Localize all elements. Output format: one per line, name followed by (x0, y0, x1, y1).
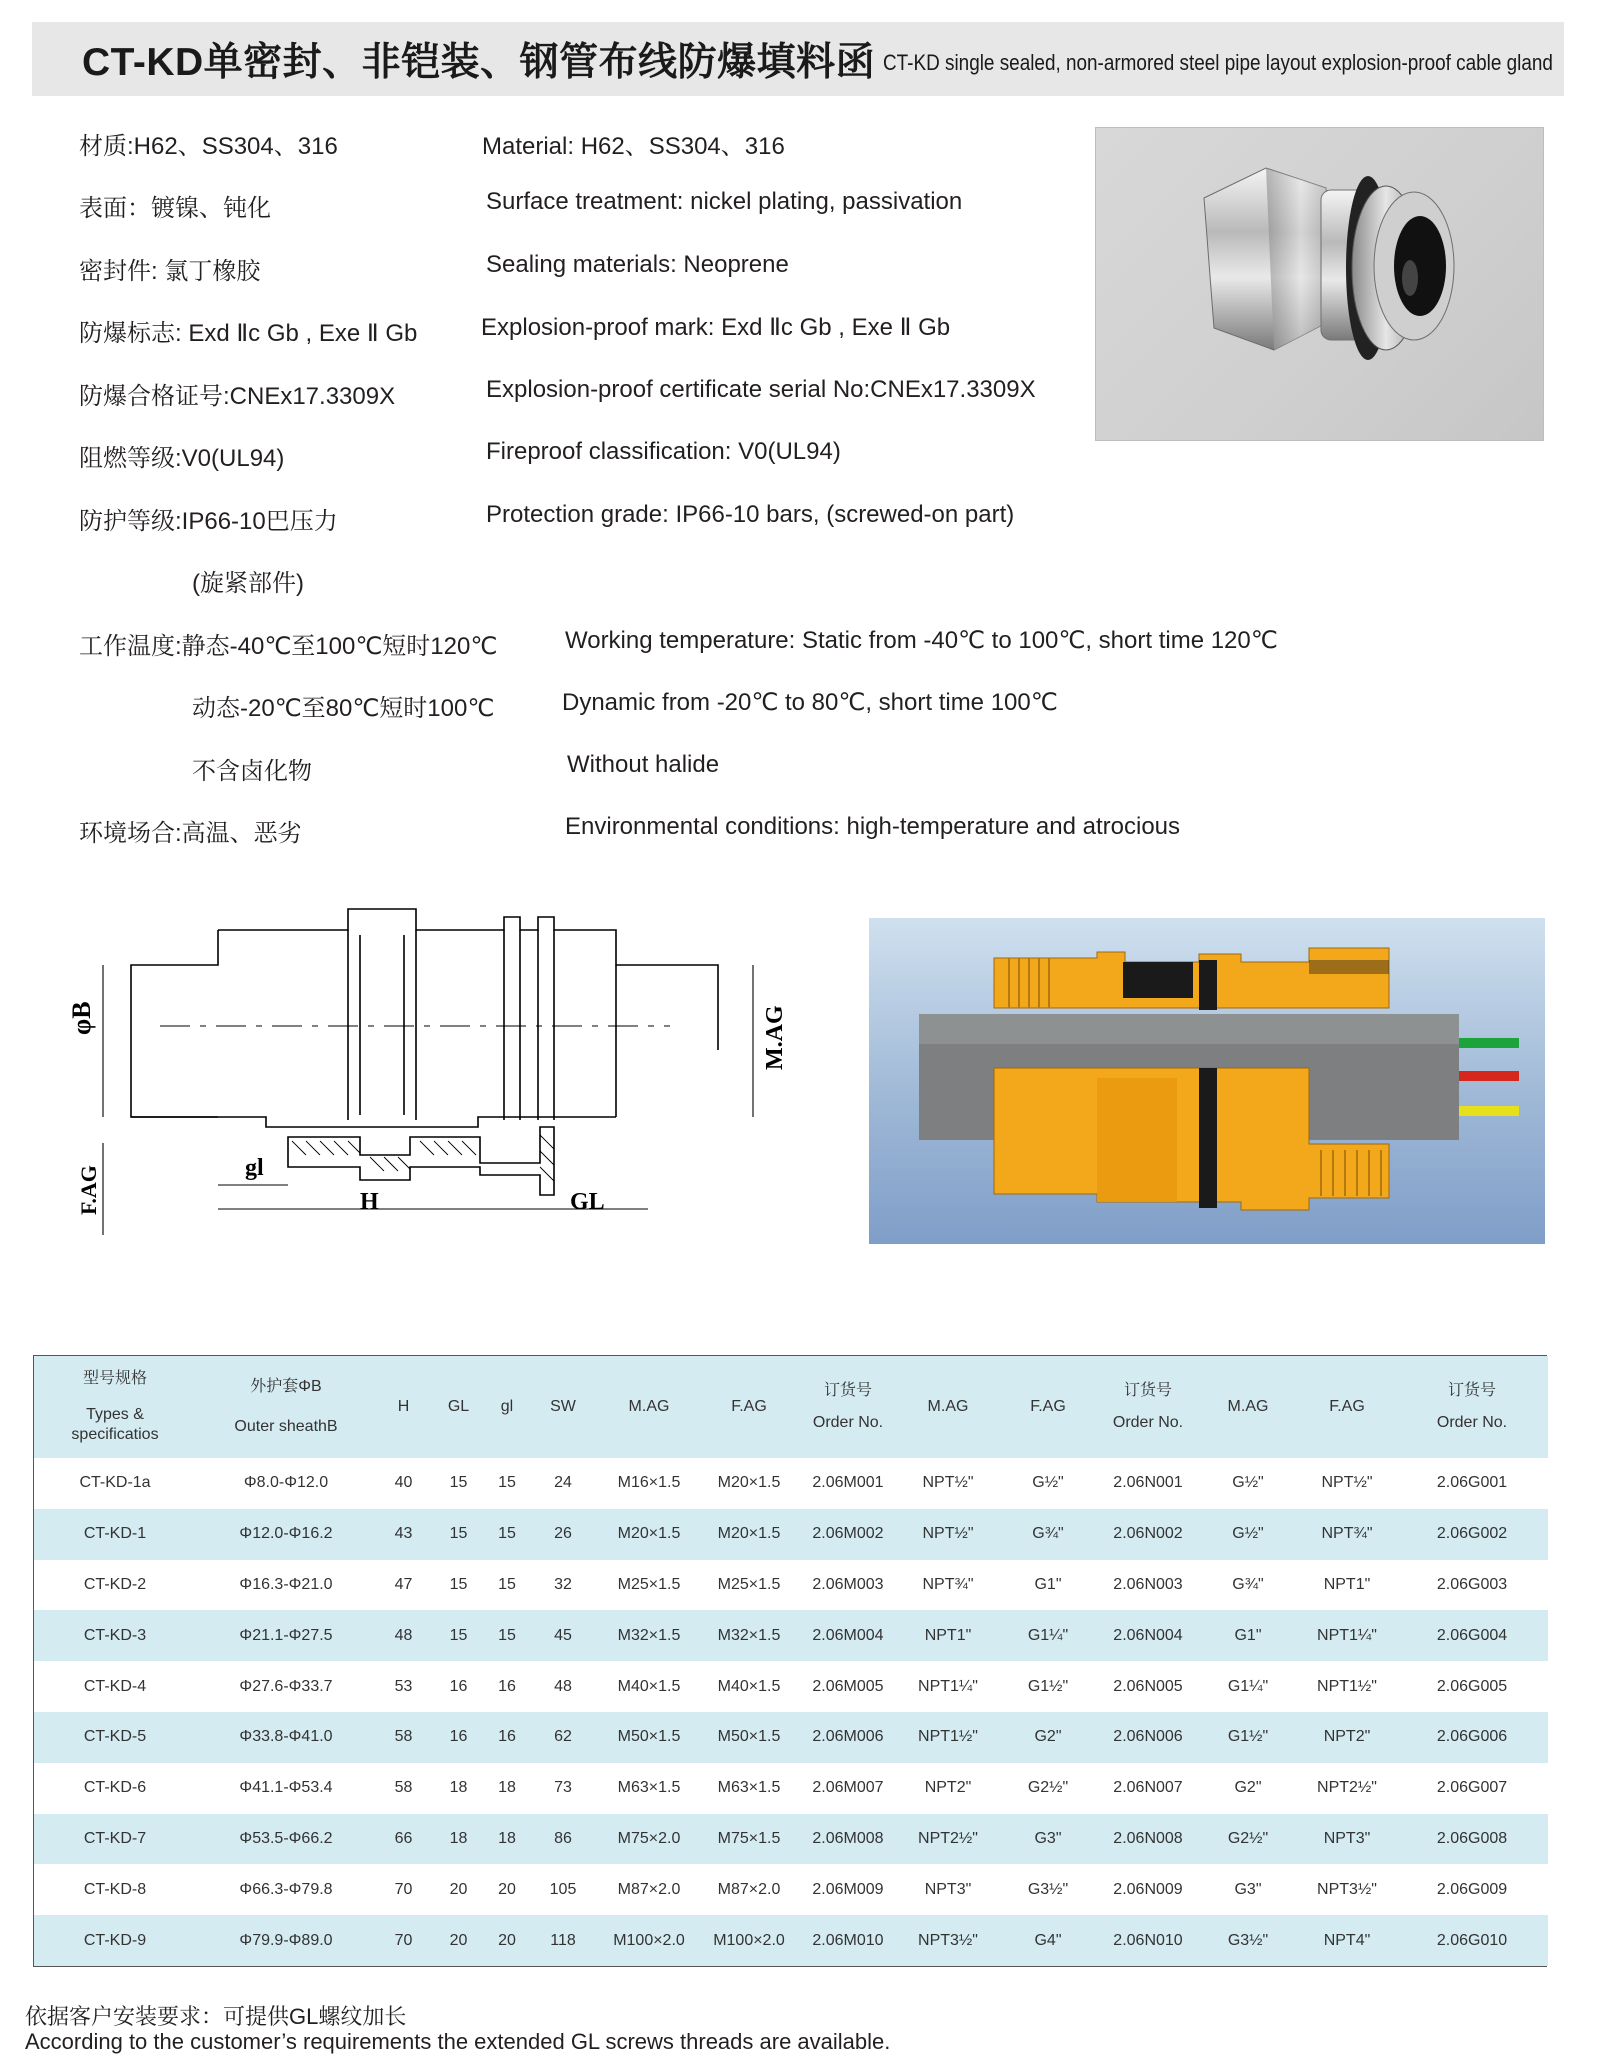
table-cell: 15 (486, 1509, 528, 1560)
table-row (34, 1763, 1548, 1814)
table-cell: NPT¾" (898, 1560, 998, 1611)
table-cell: NPT3½" (1298, 1864, 1396, 1915)
table-cell: G1" (1198, 1610, 1298, 1661)
spec-environment-en: Environmental conditions: high-temperature and atrocious (565, 813, 1181, 840)
table-cell: 2.06N006 (1098, 1712, 1198, 1763)
table-cell: G3½" (1198, 1915, 1298, 1966)
table-cell: G3" (1198, 1864, 1298, 1915)
table-cell: NPT3" (1298, 1814, 1396, 1865)
spec-seal-en: Sealing materials: Neoprene (486, 251, 789, 278)
table-cell: M40×1.5 (700, 1661, 798, 1712)
table-cell: 2.06N008 (1098, 1814, 1198, 1865)
table-cell: NPT½" (898, 1458, 998, 1509)
title-bar (32, 22, 1564, 96)
spec-cert-en: Explosion-proof certificate serial No:CNEx17.3309X (486, 376, 1036, 403)
table-row (34, 1509, 1548, 1560)
table-cell: G¾" (1198, 1560, 1298, 1611)
label-phi-b: φB (67, 1001, 96, 1035)
table-cell: 2.06M005 (798, 1661, 898, 1712)
table-cell: 20 (486, 1864, 528, 1915)
cutaway-illustration (869, 918, 1545, 1244)
label-gl-small: gl (245, 1155, 264, 1181)
table-cell: 16 (431, 1712, 486, 1763)
table-cell: 70 (376, 1864, 431, 1915)
table-cell: M63×1.5 (598, 1763, 700, 1814)
spec-dynamic-cn: 动态-20℃至80℃短时100℃ (192, 695, 495, 722)
table-cell: G2" (1198, 1763, 1298, 1814)
table-cell: 58 (376, 1763, 431, 1814)
table-cell: M63×1.5 (700, 1763, 798, 1814)
table-row (34, 1560, 1548, 1611)
table-cell: M100×2.0 (598, 1915, 700, 1966)
table-cell: NPT½" (1298, 1458, 1396, 1509)
table-cell: 2.06M007 (798, 1763, 898, 1814)
table-cell: Φ66.3-Φ79.8 (196, 1864, 376, 1915)
spec-table-wrap (33, 1355, 1547, 1967)
header-mag-1: M.AG (598, 1356, 700, 1458)
table-cell: CT-KD-4 (34, 1661, 196, 1712)
header-fag-1: F.AG (700, 1356, 798, 1458)
table-cell: 2.06N005 (1098, 1661, 1198, 1712)
spec-halide-en: Without halide (567, 751, 720, 778)
table-cell: 2.06G003 (1396, 1560, 1548, 1611)
table-cell: 15 (431, 1509, 486, 1560)
table-cell: 16 (486, 1712, 528, 1763)
table-cell: 58 (376, 1712, 431, 1763)
header-GL: GL (431, 1356, 486, 1458)
table-cell: Φ33.8-Φ41.0 (196, 1712, 376, 1763)
table-cell: 105 (528, 1864, 598, 1915)
label-gl: GL (570, 1189, 605, 1215)
table-cell: NPT1" (1298, 1560, 1396, 1611)
table-cell: M50×1.5 (598, 1712, 700, 1763)
table-cell: 15 (431, 1560, 486, 1611)
table-cell: 2.06G006 (1396, 1712, 1548, 1763)
table-row (34, 1610, 1548, 1661)
table-cell: 15 (486, 1610, 528, 1661)
table-cell: Φ79.9-Φ89.0 (196, 1915, 376, 1966)
header-order-2: 订货号 Order No. (1098, 1356, 1198, 1458)
table-cell: 20 (431, 1915, 486, 1966)
header-outer-sheath: 外护套ΦB Outer sheathB (196, 1356, 376, 1458)
table-row (34, 1864, 1548, 1915)
table-cell: G3½" (998, 1864, 1098, 1915)
table-cell: 45 (528, 1610, 598, 1661)
table-cell: NPT3½" (898, 1915, 998, 1966)
spec-seal-cn: 密封件: 氯丁橡胶 (79, 258, 261, 285)
table-cell: G¾" (998, 1509, 1098, 1560)
table-cell: 43 (376, 1509, 431, 1560)
spec-surface-en: Surface treatment: nickel plating, passivation (486, 188, 963, 215)
table-cell: M20×1.5 (700, 1458, 798, 1509)
table-cell: 62 (528, 1712, 598, 1763)
table-cell: 18 (486, 1763, 528, 1814)
table-cell: 2.06M001 (798, 1458, 898, 1509)
table-cell: 2.06G007 (1396, 1763, 1548, 1814)
table-cell: G1½" (998, 1661, 1098, 1712)
cutaway-render (869, 918, 1545, 1244)
footer-note-cn: 依据客户安装要求：可提供GL螺纹加长 (25, 2004, 407, 2029)
table-cell: 2.06G005 (1396, 1661, 1548, 1712)
spec-cert-cn: 防爆合格证号:CNEx17.3309X (79, 383, 396, 410)
footer-note-en: According to the customer’s requirements the extended GL screws threads are available. (25, 2029, 891, 2054)
table-cell: 2.06M002 (798, 1509, 898, 1560)
table-cell: CT-KD-2 (34, 1560, 196, 1611)
table-cell: CT-KD-8 (34, 1864, 196, 1915)
spec-exmark-en: Explosion-proof mark: Exd Ⅱc Gb , Exe Ⅱ Gb (481, 314, 951, 341)
table-cell: G1¼" (1198, 1661, 1298, 1712)
table-cell: NPT1¼" (898, 1661, 998, 1712)
table-cell: 15 (431, 1610, 486, 1661)
spec-material-cn: 材质:H62、SS304、316 (79, 133, 338, 160)
table-cell: M75×1.5 (700, 1814, 798, 1865)
table-cell: 2.06N004 (1098, 1610, 1198, 1661)
table-cell: CT-KD-6 (34, 1763, 196, 1814)
spec-temp-en: Working temperature: Static from -40℃ to 100℃, short time 120℃ (565, 627, 1278, 654)
table-cell: G½" (1198, 1458, 1298, 1509)
table-cell: 18 (431, 1814, 486, 1865)
table-cell: 18 (431, 1763, 486, 1814)
table-cell: 18 (486, 1814, 528, 1865)
table-cell: G½" (998, 1458, 1098, 1509)
header-mag-3: M.AG (1198, 1356, 1298, 1458)
page-title-cn: CT-KD单密封、非铠装、钢管布线防爆填料函 (82, 41, 876, 84)
table-cell: 2.06G004 (1396, 1610, 1548, 1661)
label-h: H (360, 1189, 379, 1215)
spec-protection-note-cn: (旋紧部件) (192, 570, 304, 597)
table-cell: 2.06G002 (1396, 1509, 1548, 1560)
header-types: 型号规格 Types & specificatios (34, 1356, 196, 1458)
table-cell: M40×1.5 (598, 1661, 700, 1712)
table-cell: 2.06M009 (798, 1864, 898, 1915)
label-mag: M.AG (762, 1005, 788, 1070)
header-mag-2: M.AG (898, 1356, 998, 1458)
table-cell: 47 (376, 1560, 431, 1611)
table-cell: G1½" (1198, 1712, 1298, 1763)
table-cell: G½" (1198, 1509, 1298, 1560)
table-row (34, 1814, 1548, 1865)
table-cell: 70 (376, 1915, 431, 1966)
spec-protection-cn: 防护等级:IP66-10巴压力 (79, 508, 338, 535)
table-cell: M20×1.5 (598, 1509, 700, 1560)
table-cell: G1" (998, 1560, 1098, 1611)
table-row (34, 1661, 1548, 1712)
table-cell: 2.06M008 (798, 1814, 898, 1865)
table-cell: Φ21.1-Φ27.5 (196, 1610, 376, 1661)
table-cell: CT-KD-3 (34, 1610, 196, 1661)
table-cell: 53 (376, 1661, 431, 1712)
table-cell: 2.06N003 (1098, 1560, 1198, 1611)
table-cell: M75×2.0 (598, 1814, 700, 1865)
table-cell: CT-KD-1a (34, 1458, 196, 1509)
label-fag: F.AG (76, 1165, 101, 1215)
spec-environment-cn: 环境场合:高温、恶劣 (79, 820, 302, 847)
table-cell: G1¼" (998, 1610, 1098, 1661)
table-row (34, 1915, 1548, 1966)
table-cell: CT-KD-1 (34, 1509, 196, 1560)
spec-halide-cn: 不含卤化物 (192, 758, 312, 785)
table-cell: Φ12.0-Φ16.2 (196, 1509, 376, 1560)
table-cell: G2½" (998, 1763, 1098, 1814)
table-cell: NPT2½" (1298, 1763, 1396, 1814)
table-cell: NPT2½" (898, 1814, 998, 1865)
cable-gland-photo-illustration (1096, 128, 1545, 442)
spec-table-body (34, 1458, 1548, 1966)
page-title-en: CT-KD single sealed, non-armored steel pipe layout explosion-proof cable gland (883, 50, 1554, 75)
spec-dynamic-en: Dynamic from -20℃ to 80℃, short time 100℃ (562, 689, 1058, 716)
table-cell: CT-KD-7 (34, 1814, 196, 1865)
table-cell: G2" (998, 1712, 1098, 1763)
table-cell: NPT¾" (1298, 1509, 1396, 1560)
table-cell: 2.06M006 (798, 1712, 898, 1763)
table-cell: G3" (998, 1814, 1098, 1865)
table-cell: M100×2.0 (700, 1915, 798, 1966)
table-cell: 48 (528, 1661, 598, 1712)
table-row (34, 1712, 1548, 1763)
table-cell: 2.06M003 (798, 1560, 898, 1611)
table-cell: 73 (528, 1763, 598, 1814)
table-cell: M20×1.5 (700, 1509, 798, 1560)
table-cell: 24 (528, 1458, 598, 1509)
table-cell: M87×2.0 (598, 1864, 700, 1915)
table-header-row (34, 1356, 1548, 1458)
table-cell: 15 (431, 1458, 486, 1509)
table-cell: Φ27.6-Φ33.7 (196, 1661, 376, 1712)
dimension-drawing (67, 905, 830, 1265)
table-cell: 2.06N010 (1098, 1915, 1198, 1966)
table-cell: 40 (376, 1458, 431, 1509)
spec-protection-en: Protection grade: IP66-10 bars, (screwed-on part) (486, 501, 1015, 528)
table-cell: G4" (998, 1915, 1098, 1966)
table-cell: 2.06M004 (798, 1610, 898, 1661)
spec-temp-cn: 工作温度:静态-40℃至100℃短时120℃ (79, 633, 498, 660)
header-gl: gl (486, 1356, 528, 1458)
table-cell: 20 (486, 1915, 528, 1966)
spec-material-en: Material: H62、SS304、316 (482, 133, 785, 160)
table-cell: 2.06G001 (1396, 1458, 1548, 1509)
table-cell: M25×1.5 (598, 1560, 700, 1611)
table-cell: 2.06N007 (1098, 1763, 1198, 1814)
table-cell: 2.06G010 (1396, 1915, 1548, 1966)
table-cell: 2.06N009 (1098, 1864, 1198, 1915)
table-cell: M32×1.5 (700, 1610, 798, 1661)
table-cell: Φ8.0-Φ12.0 (196, 1458, 376, 1509)
table-cell: NPT1½" (1298, 1661, 1396, 1712)
table-cell: 2.06G009 (1396, 1864, 1548, 1915)
table-cell: 32 (528, 1560, 598, 1611)
table-cell: 86 (528, 1814, 598, 1865)
table-cell: NPT½" (898, 1509, 998, 1560)
header-fag-2: F.AG (998, 1356, 1098, 1458)
table-cell: 26 (528, 1509, 598, 1560)
table-cell: M25×1.5 (700, 1560, 798, 1611)
table-cell: 48 (376, 1610, 431, 1661)
header-order-3: 订货号 Order No. (1396, 1356, 1548, 1458)
table-cell: NPT1½" (898, 1712, 998, 1763)
table-cell: G2½" (1198, 1814, 1298, 1865)
spec-surface-cn: 表面：镀镍、钝化 (79, 195, 271, 222)
spec-exmark-cn: 防爆标志: Exd Ⅱc Gb , Exe Ⅱ Gb (79, 320, 418, 347)
table-cell: 2.06N001 (1098, 1458, 1198, 1509)
table-cell: Φ16.3-Φ21.0 (196, 1560, 376, 1611)
table-cell: 16 (431, 1661, 486, 1712)
table-cell: 16 (486, 1661, 528, 1712)
spec-fireproof-en: Fireproof classification: V0(UL94) (486, 438, 841, 465)
table-cell: M16×1.5 (598, 1458, 700, 1509)
table-cell: CT-KD-5 (34, 1712, 196, 1763)
table-cell: 2.06N002 (1098, 1509, 1198, 1560)
technical-drawing (67, 905, 830, 1265)
table-cell: NPT1¼" (1298, 1610, 1396, 1661)
table-row (34, 1458, 1548, 1509)
table-cell: Φ53.5-Φ66.2 (196, 1814, 376, 1865)
header-order-1: 订货号 Order No. (798, 1356, 898, 1458)
spec-table (34, 1356, 1548, 1966)
table-cell: 66 (376, 1814, 431, 1865)
header-sw: SW (528, 1356, 598, 1458)
table-cell: 20 (431, 1864, 486, 1915)
table-cell: NPT2" (1298, 1712, 1396, 1763)
table-cell: NPT4" (1298, 1915, 1396, 1966)
table-cell: 2.06M010 (798, 1915, 898, 1966)
table-cell: NPT2" (898, 1763, 998, 1814)
table-cell: NPT1" (898, 1610, 998, 1661)
header-h: H (376, 1356, 431, 1458)
table-cell: 118 (528, 1915, 598, 1966)
table-cell: Φ41.1-Φ53.4 (196, 1763, 376, 1814)
header-fag-3: F.AG (1298, 1356, 1396, 1458)
table-cell: CT-KD-9 (34, 1915, 196, 1966)
table-cell: 15 (486, 1560, 528, 1611)
spec-fireproof-cn: 阻燃等级:V0(UL94) (79, 445, 285, 472)
table-cell: NPT3" (898, 1864, 998, 1915)
table-cell: M87×2.0 (700, 1864, 798, 1915)
product-photo (1095, 127, 1544, 441)
table-cell: M50×1.5 (700, 1712, 798, 1763)
table-cell: 15 (486, 1458, 528, 1509)
table-cell: M32×1.5 (598, 1610, 700, 1661)
table-cell: 2.06G008 (1396, 1814, 1548, 1865)
